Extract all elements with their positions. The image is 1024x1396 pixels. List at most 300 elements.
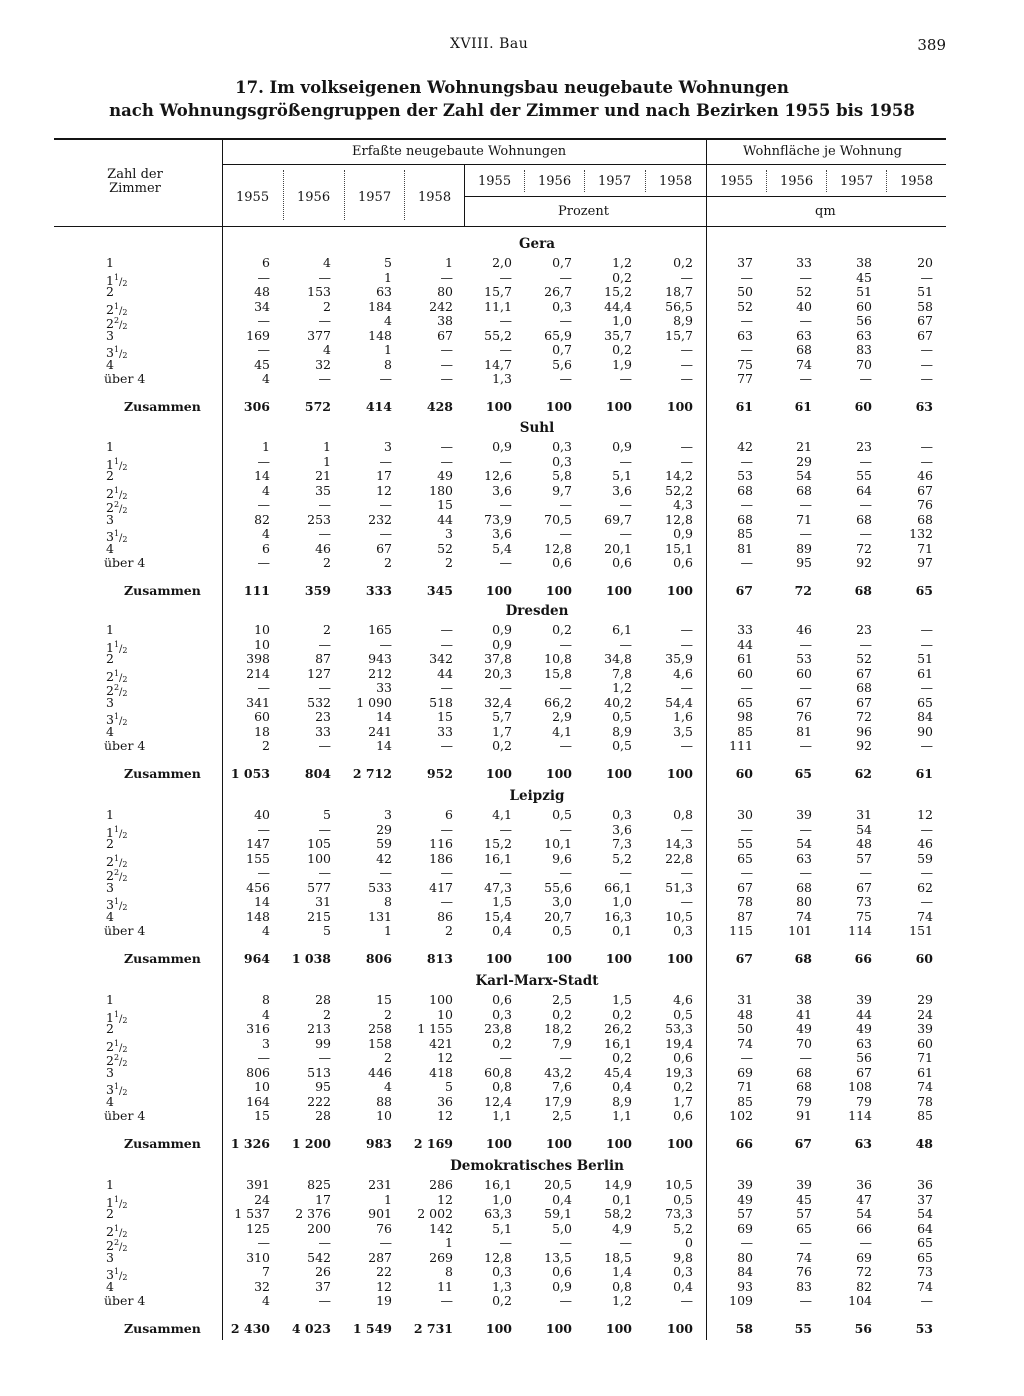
- total-cell: 55: [794, 1321, 812, 1336]
- table-cell: 6: [262, 255, 270, 270]
- table-cell: 62: [917, 879, 933, 895]
- row-label-numerator: 1: [113, 1267, 120, 1276]
- table-cell: 67: [917, 482, 933, 498]
- row-label-whole: 2: [106, 1021, 114, 1036]
- table-cell: 4: [262, 371, 270, 386]
- table-cell: 0,1: [612, 923, 632, 938]
- total-cell: 100: [545, 1136, 572, 1151]
- table-cell: 73: [856, 894, 872, 909]
- row-label-whole: 3: [106, 879, 114, 895]
- table-cell: —: [859, 526, 872, 541]
- section-title: Karl-Marx-Stadt: [475, 973, 599, 989]
- row-label-whole: 2: [106, 836, 114, 851]
- table-cell: 286: [429, 1177, 453, 1192]
- table-cell: 5,1: [492, 1220, 512, 1236]
- table-cell: —: [740, 453, 753, 469]
- table-cell: 132: [909, 526, 933, 541]
- table-cell: 28: [315, 992, 331, 1007]
- total-cell: 2 712: [352, 766, 392, 781]
- table-cell: 65: [737, 694, 753, 710]
- table-cell: —: [740, 865, 753, 880]
- table-cell: 31: [737, 992, 753, 1007]
- fraction-slash: /: [119, 504, 123, 515]
- table-cell: —: [318, 636, 331, 652]
- row-label: [106, 343, 128, 360]
- table-cell: 18,7: [665, 284, 693, 299]
- table-cell: —: [920, 356, 933, 372]
- table-cell: 14,7: [484, 356, 512, 372]
- table-cell: —: [318, 680, 331, 695]
- year-header-area-1956: 1956: [780, 174, 814, 189]
- row-label-whole: über 4: [104, 1108, 146, 1123]
- total-cell: 100: [545, 583, 572, 598]
- table-top-rule: [54, 138, 946, 140]
- table-cell: —: [740, 555, 753, 570]
- table-cell: 99: [315, 1035, 331, 1051]
- table-cell: 32: [315, 356, 331, 372]
- total-cell: 100: [666, 1136, 693, 1151]
- table-cell: 116: [429, 836, 453, 851]
- row-label-numerator: 2: [113, 868, 120, 877]
- table-cell: 0,3: [492, 1006, 512, 1022]
- table-cell: —: [440, 342, 453, 357]
- row-label-numerator: 1: [113, 485, 120, 495]
- row-label-whole: 3: [106, 897, 114, 912]
- table-cell: 67: [856, 879, 872, 895]
- table-cell: —: [257, 555, 270, 570]
- row-label-numerator: 1: [113, 529, 120, 538]
- table-cell: 15,7: [484, 284, 512, 299]
- table-cell: 66: [856, 1220, 872, 1236]
- row-label: [104, 1109, 145, 1123]
- table-cell: 54: [796, 468, 812, 483]
- total-cell: 1 549: [352, 1321, 392, 1336]
- row-label-whole: 2: [106, 1223, 114, 1239]
- total-cell: 804: [304, 766, 331, 781]
- row-label: [106, 837, 114, 851]
- table-cell: 147: [246, 836, 270, 851]
- table-cell: —: [680, 342, 693, 357]
- table-cell: —: [859, 865, 872, 880]
- total-cell: 100: [545, 766, 572, 781]
- table-cell: 14,3: [665, 836, 693, 851]
- table-cell: 4: [323, 255, 331, 270]
- table-cell: 15,8: [544, 665, 572, 681]
- table-cell: 57: [796, 1206, 812, 1221]
- section-title: Gera: [519, 236, 555, 252]
- row-label-whole: 2: [106, 468, 114, 483]
- table-cell: 6: [445, 807, 453, 822]
- table-cell: —: [318, 821, 331, 837]
- table-cell: 72: [856, 540, 872, 556]
- table-cell: —: [799, 1050, 812, 1065]
- row-label-denominator: 2: [122, 1088, 128, 1097]
- row-label-denominator: 2: [122, 903, 128, 912]
- row-label-denominator: 2: [122, 718, 128, 727]
- table-cell: 18,2: [544, 1021, 572, 1036]
- table-cell: 49: [437, 468, 453, 483]
- table-cell: 1,0: [612, 313, 632, 328]
- table-cell: —: [680, 636, 693, 652]
- row-label-numerator: 1: [113, 456, 120, 466]
- table-cell: 15,4: [484, 908, 512, 924]
- table-cell: —: [740, 269, 753, 285]
- row-label: [104, 556, 145, 570]
- table-cell: 60: [737, 665, 753, 681]
- table-cell: —: [559, 1235, 572, 1250]
- row-label-denominator: 2: [122, 491, 128, 501]
- table-cell: 1: [445, 1235, 453, 1250]
- table-cell: 0,2: [492, 738, 512, 753]
- table-cell: 0,3: [552, 453, 572, 469]
- table-cell: 68: [796, 342, 812, 357]
- row-label-whole: 3: [106, 1082, 114, 1097]
- row-label-numerator: 1: [113, 897, 120, 906]
- total-cell: 100: [666, 399, 693, 414]
- table-cell: 0,2: [552, 622, 572, 637]
- table-cell: —: [920, 636, 933, 652]
- table-cell: 38: [437, 313, 453, 328]
- table-cell: 5,7: [492, 709, 512, 724]
- total-cell: 572: [304, 399, 331, 414]
- table-cell: 38: [796, 992, 812, 1007]
- table-cell: 9,8: [673, 1249, 693, 1265]
- table-cell: 4: [262, 526, 270, 541]
- table-cell: 164: [246, 1093, 270, 1109]
- total-cell: 813: [426, 951, 453, 966]
- table-cell: 1: [384, 269, 392, 285]
- row-label: [106, 358, 114, 372]
- table-cell: 44: [737, 636, 753, 652]
- table-cell: 4: [323, 342, 331, 357]
- fraction-slash: /: [119, 716, 123, 727]
- row-label: [106, 527, 128, 544]
- row-label: [106, 638, 128, 655]
- table-cell: —: [799, 636, 812, 652]
- table-cell: 100: [307, 850, 331, 866]
- fraction-slash: /: [119, 1198, 123, 1210]
- total-cell: 345: [426, 583, 453, 598]
- row-label: [106, 881, 114, 895]
- table-cell: 63: [376, 284, 392, 299]
- table-cell: 2: [323, 298, 331, 314]
- total-cell: 60: [735, 766, 753, 781]
- table-cell: 158: [368, 1035, 392, 1051]
- table-cell: 200: [307, 1220, 331, 1236]
- total-cell: 100: [666, 766, 693, 781]
- year-header-percent-1958: 1958: [659, 174, 693, 189]
- table-cell: —: [920, 439, 933, 454]
- table-cell: 26,7: [544, 284, 572, 299]
- table-cell: 0,6: [673, 555, 693, 570]
- table-cell: 54: [856, 821, 872, 837]
- table-cell: 82: [856, 1278, 872, 1294]
- table-cell: 34: [254, 298, 270, 314]
- table-cell: —: [440, 269, 453, 285]
- table-cell: 39: [796, 1177, 812, 1192]
- table-cell: 3: [445, 526, 453, 541]
- table-cell: 79: [796, 1093, 812, 1109]
- table-cell: 53,3: [665, 1021, 693, 1036]
- table-cell: 9,6: [552, 850, 572, 866]
- table-cell: 83: [856, 342, 872, 357]
- table-cell: 76: [796, 1264, 812, 1279]
- table-cell: 825: [307, 1177, 331, 1192]
- row-label: [106, 910, 114, 924]
- fraction-slash: /: [119, 1086, 123, 1097]
- table-cell: 0,9: [552, 1278, 572, 1294]
- table-cell: —: [680, 439, 693, 454]
- table-cell: 52: [437, 540, 453, 556]
- table-cell: 3,5: [673, 723, 693, 739]
- table-cell: 70,5: [544, 511, 572, 527]
- row-label-numerator: 2: [113, 500, 120, 509]
- table-cell: —: [318, 526, 331, 541]
- table-cell: —: [799, 865, 812, 880]
- table-cell: 0,5: [612, 738, 632, 753]
- table-cell: 85: [737, 526, 753, 541]
- total-cell: 53: [915, 1321, 933, 1336]
- row-label-numerator: 1: [113, 824, 120, 834]
- row-label-denominator: 2: [122, 859, 128, 869]
- row-label-denominator: 2: [122, 645, 128, 655]
- table-cell: 33: [315, 723, 331, 739]
- table-cell: 42: [737, 439, 753, 454]
- group-header-area: Wohnfläche je Wohnung: [743, 144, 902, 159]
- row-label: [106, 895, 128, 912]
- row-label-denominator: 2: [122, 1059, 128, 1068]
- table-cell: 15: [437, 497, 453, 512]
- table-cell: 26: [315, 1264, 331, 1279]
- table-cell: —: [257, 865, 270, 880]
- fraction-slash: /: [119, 643, 123, 655]
- table-cell: 59: [376, 836, 392, 851]
- table-cell: 56,5: [665, 298, 693, 314]
- table-cell: 2,0: [492, 255, 512, 270]
- row-label-whole: 3: [106, 1267, 114, 1282]
- row-label: [106, 285, 114, 299]
- row-label: [106, 1222, 128, 1239]
- table-cell: 1,7: [492, 723, 512, 739]
- table-cell: 165: [368, 622, 392, 637]
- table-cell: 8: [384, 356, 392, 372]
- table-cell: 0,8: [492, 1079, 512, 1094]
- table-cell: —: [559, 1050, 572, 1065]
- table-cell: 26,2: [604, 1021, 632, 1036]
- table-cell: 64: [917, 1220, 933, 1236]
- fraction-slash: /: [119, 1271, 123, 1282]
- row-label-denominator: 2: [122, 506, 128, 515]
- table-cell: 1,0: [492, 1191, 512, 1207]
- table-cell: 23: [856, 622, 872, 637]
- total-cell: 333: [365, 583, 392, 598]
- table-cell: 391: [246, 1177, 270, 1192]
- table-cell: —: [318, 497, 331, 512]
- table-cell: 63: [737, 327, 753, 343]
- table-cell: 131: [368, 908, 392, 924]
- table-cell: 61: [737, 651, 753, 666]
- table-cell: 74: [796, 908, 812, 924]
- table-cell: 0,2: [612, 342, 632, 357]
- table-cell: 109: [729, 1293, 753, 1308]
- row-label: [106, 271, 128, 288]
- table-cell: 2: [384, 1050, 392, 1065]
- table-cell: 0,7: [552, 342, 572, 357]
- table-cell: 0,3: [612, 807, 632, 822]
- table-cell: 85: [737, 723, 753, 739]
- row-label-whole: 1: [106, 824, 114, 840]
- table-cell: 48: [856, 836, 872, 851]
- table-cell: 35: [315, 482, 331, 498]
- total-cell: 66: [735, 1136, 753, 1151]
- total-cell: 100: [605, 399, 632, 414]
- row-label: [106, 469, 114, 483]
- table-cell: 12,8: [665, 511, 693, 527]
- table-cell: 60,8: [484, 1064, 512, 1080]
- table-cell: 16,1: [484, 850, 512, 866]
- table-cell: —: [559, 497, 572, 512]
- table-cell: 74: [917, 1278, 933, 1294]
- table-cell: —: [440, 1293, 453, 1308]
- table-cell: —: [257, 269, 270, 285]
- table-cell: 35,9: [665, 651, 693, 666]
- table-cell: 55: [737, 836, 753, 851]
- table-cell: 22: [376, 1264, 392, 1279]
- table-cell: 40: [796, 298, 812, 314]
- table-cell: 39: [917, 1021, 933, 1036]
- table-cell: —: [379, 526, 392, 541]
- table-cell: —: [619, 453, 632, 469]
- table-cell: 213: [307, 1021, 331, 1036]
- total-cell: 306: [243, 399, 270, 414]
- table-cell: —: [318, 865, 331, 880]
- table-cell: 16,3: [604, 908, 632, 924]
- row-label: [104, 1294, 145, 1308]
- total-cell: 62: [854, 766, 872, 781]
- table-cell: 456: [246, 879, 270, 895]
- table-cell: 242: [429, 298, 453, 314]
- table-cell: 0,6: [552, 1264, 572, 1279]
- table-cell: 0,2: [612, 269, 632, 285]
- year-header-percent-1955: 1955: [478, 174, 512, 189]
- table-cell: 0,8: [673, 807, 693, 822]
- table-cell: 8,9: [612, 1093, 632, 1109]
- table-cell: 4,1: [492, 807, 512, 822]
- table-cell: 6: [262, 540, 270, 556]
- table-cell: 45,4: [604, 1064, 632, 1080]
- table-cell: 15,2: [604, 284, 632, 299]
- table-cell: 377: [307, 327, 331, 343]
- row-label: [106, 513, 114, 527]
- total-cell: 100: [605, 1136, 632, 1151]
- table-cell: —: [559, 313, 572, 328]
- table-cell: —: [379, 636, 392, 652]
- table-cell: 806: [246, 1064, 270, 1080]
- table-cell: 1,6: [673, 709, 693, 724]
- table-cell: 0,3: [552, 439, 572, 454]
- table-cell: —: [440, 636, 453, 652]
- table-cell: 231: [368, 1177, 392, 1192]
- table-cell: 65,9: [544, 327, 572, 343]
- total-cell: 61: [794, 399, 812, 414]
- table-cell: 17: [376, 468, 392, 483]
- table-cell: 8: [262, 992, 270, 1007]
- row-label-denominator: 2: [122, 307, 128, 317]
- row-label: [106, 1022, 114, 1036]
- table-cell: 0,4: [552, 1191, 572, 1207]
- table-cell: 114: [848, 1108, 872, 1123]
- table-cell: 5,1: [612, 468, 632, 483]
- table-cell: 7,9: [552, 1035, 572, 1051]
- table-cell: 50: [737, 284, 753, 299]
- table-cell: —: [559, 1293, 572, 1308]
- table-cell: 0,2: [492, 1293, 512, 1308]
- table-cell: 53: [796, 651, 812, 666]
- row-label-whole: 1: [106, 456, 114, 472]
- table-cell: 35,7: [604, 327, 632, 343]
- fraction-slash: /: [119, 872, 123, 883]
- table-cell: 33: [737, 622, 753, 637]
- table-cell: 102: [729, 1108, 753, 1123]
- table-cell: 44: [856, 1006, 872, 1022]
- table-cell: 10: [437, 1006, 453, 1022]
- section-title: Dresden: [505, 603, 569, 619]
- table-cell: 7,6: [552, 1079, 572, 1094]
- row-label: [106, 1037, 128, 1054]
- table-cell: 43,2: [544, 1064, 572, 1080]
- total-cell: 1 038: [291, 951, 331, 966]
- row-label-numerator: 1: [113, 345, 120, 354]
- table-cell: —: [799, 269, 812, 285]
- table-cell: 0,5: [552, 807, 572, 822]
- row-label: [106, 852, 128, 869]
- table-cell: 5,0: [552, 1220, 572, 1236]
- row-label-whole: 4: [106, 356, 114, 372]
- table-cell: 63: [796, 327, 812, 343]
- table-cell: 1,3: [492, 1278, 512, 1294]
- total-cell: 111: [243, 583, 270, 598]
- table-cell: 241: [368, 723, 392, 739]
- table-cell: 7,3: [612, 836, 632, 851]
- table-cell: —: [799, 497, 812, 512]
- year-header-count-1955: 1955: [236, 190, 270, 205]
- table-cell: —: [680, 821, 693, 837]
- row-label-whole: über 4: [104, 1293, 146, 1308]
- table-cell: 3,0: [552, 894, 572, 909]
- table-cell: 36: [856, 1177, 872, 1192]
- row-label-denominator: 2: [122, 1273, 128, 1282]
- table-cell: 36: [917, 1177, 933, 1192]
- table-cell: 12,4: [484, 1093, 512, 1109]
- table-cell: 8,9: [612, 723, 632, 739]
- table-cell: 4: [384, 313, 392, 328]
- table-cell: 67: [737, 879, 753, 895]
- table-cell: 59: [917, 850, 933, 866]
- table-cell: 40: [254, 807, 270, 822]
- table-cell: 12: [437, 1050, 453, 1065]
- year-header-count-1958: 1958: [418, 190, 452, 205]
- table-cell: 37: [737, 255, 753, 270]
- row-label-whole: über 4: [104, 738, 146, 753]
- table-cell: 20,5: [544, 1177, 572, 1192]
- row-label-denominator: 2: [122, 674, 128, 684]
- table-cell: 66,2: [544, 694, 572, 710]
- table-cell: —: [559, 371, 572, 386]
- table-cell: 2,5: [552, 992, 572, 1007]
- row-label: [106, 484, 128, 501]
- table-cell: 2 002: [417, 1206, 453, 1221]
- fraction-slash: /: [119, 672, 123, 684]
